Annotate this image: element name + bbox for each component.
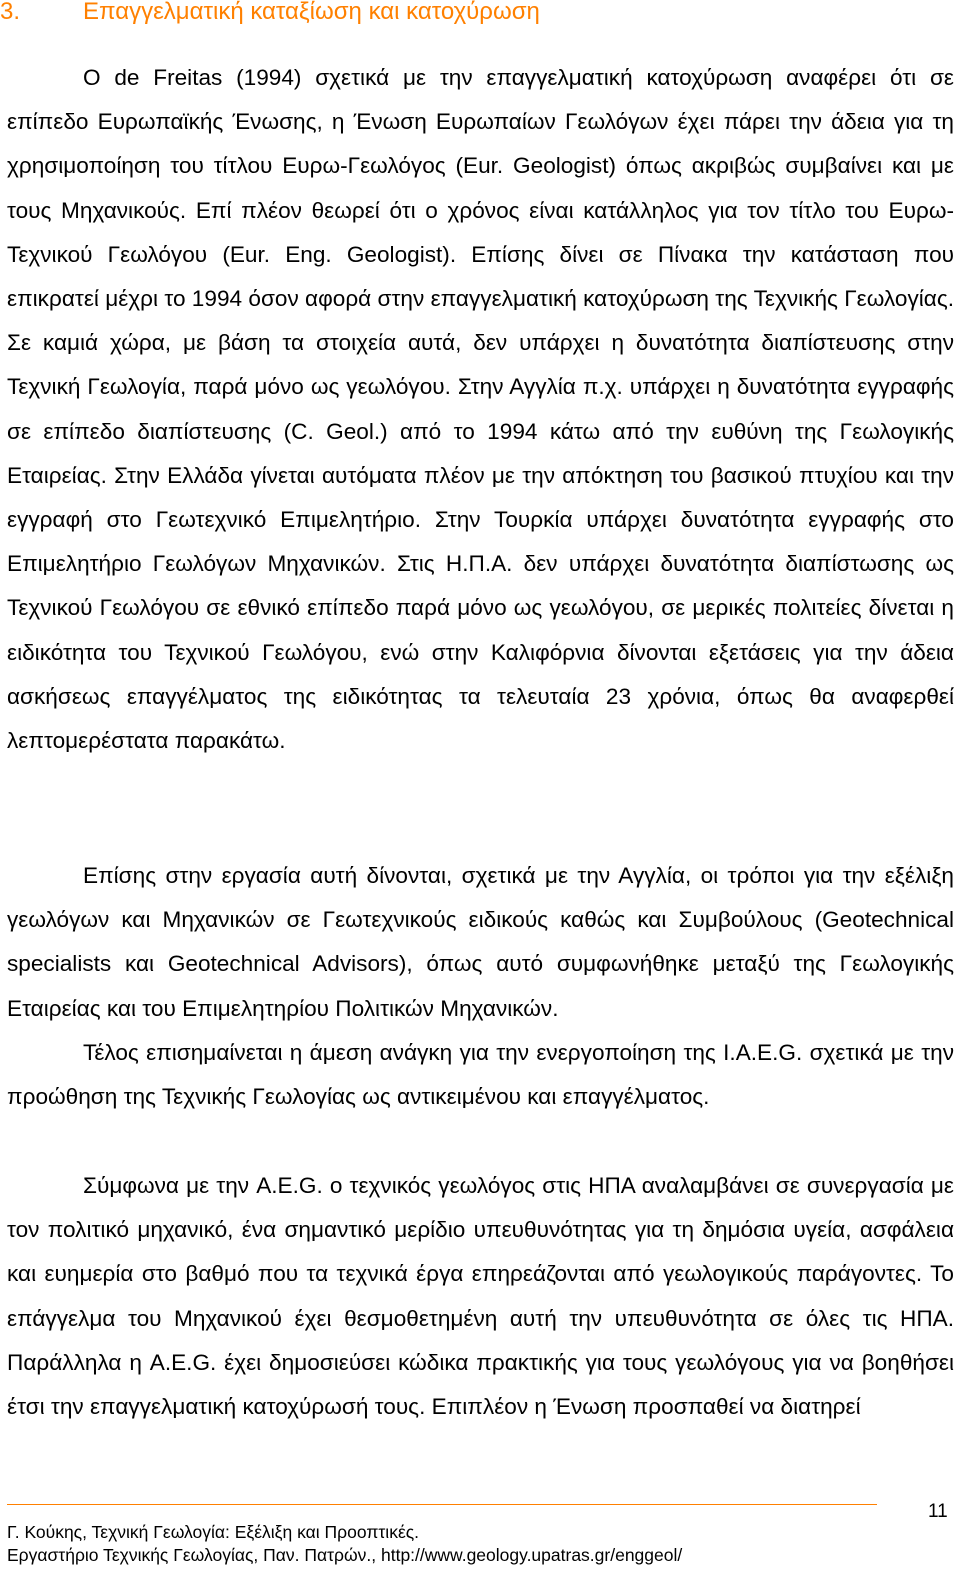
paragraph-1: Ο de Freitas (1994) σχετικά με την επαγγελματική κατοχύρωση αναφέρει ότι σε επίπεδο Ευρωπαϊκής Ένωσης, η Ένωση Ευρωπαίων Γεωλόγων έχει πάρει την άδεια για τη χρησιμοποίηση του τίτλου Ευρω-Γεωλόγος (Eur. Geologist) όπως ακριβώς συμβαίνει και με τους Μηχανικούς. Επί πλέον θεωρεί ότι ο χρόνος είναι κατάλληλος για τον τίτλο του Ευρω-Τεχνικού Γεωλόγου (Eur. Eng. Geologist). Επίσης δίνει σε Πίνακα την κατάσταση που επικρατεί μέχρι το 1994 όσον αφορά στην επαγγελματική κατοχύρωση της Τεχνικής Γεωλογίας. Σε καμιά χώρα, με βάση τα στοιχεία αυτά, δεν υπάρχει η δυνατότητα διαπίστευσης στην Τεχνική Γεωλογία, παρά μόνο ως γεωλόγου. Στην Αγγλία π.χ. υπάρχει η δυνατότητα εγγραφής σε επίπεδο διαπίστευσης (C. Geol.) από το 1994 κάτω από την ευθύνη της Γεωλογικής Εταιρείας. Στην Ελλάδα γίνεται αυτόματα πλέον με την απόκτηση του βασικού πτυχίου και την εγγραφή στο Γεωτεχνικό Επιμελητήριο. Στην Τουρκία υπάρχει δυνατότητα εγγραφής στο Επιμελητήριο Γεωλόγων Μηχανικών. Στις Η.Π.Α. δεν υπάρχει δυνατότητα διαπίστωσης ως Τεχνικού Γεωλόγου σε εθνικό επίπεδο παρά μόνο ως γεωλόγου, σε μερικές πολιτείες δίνεται η ειδικότητα του Τεχνικού Γεωλόγου, ενώ στην Καλιφόρνια δίνονται εξετάσεις για την άδεια ασκήσεως επαγγέλματος της ειδικότητας τα τελευταία 23 χρόνια, όπως θα αναφερθεί λεπτομερέστατα παρακάτω.	[7, 65, 954, 754]
paragraph-2: Επίσης στην εργασία αυτή δίνονται, σχετικά με την Αγγλία, οι τρόποι για την εξέλιξη γεωλόγων και Μηχανικών σε Γεωτεχνικούς ειδικούς καθώς και Συμβούλους (Geotechnical specialists και Geotechnical Advisors), όπως αυτό συμφωνήθηκε μεταξύ της Γεωλογικής Εταιρείας και του Επιμελητηρίου Πολιτικών Μηχανικών.	[7, 863, 954, 1021]
footer-author-line: Γ. Κούκης, Τεχνική Γεωλογία: Εξέλιξη και Προοπτικές.	[7, 1522, 420, 1542]
paragraph-4: Σύμφωνα με την A.E.G. ο τεχνικός γεωλόγος στις ΗΠΑ αναλαμβάνει σε συνεργασία με τον πολιτικό μηχανικό, ένα σημαντικό μερίδιο υπευθυνότητας για τη δημόσια υγεία, ασφάλεια και ευημερία στο βαθμό που τα τεχνικά έργα επηρεάζονται από γεωλογικούς παράγοντες. Το επάγγελμα του Μηχανικού έχει θεσμοθετημένη αυτή την υπευθυνότητα σε όλες τις ΗΠΑ. Παράλληλα η A.E.G. έχει δημοσιεύσει κώδικα πρακτικής για τους γεωλόγους για να βοηθήσει έτσι την επαγγελματική κατοχύρωσή τους. Επιπλέον η Ένωση προσπαθεί να διατηρεί	[7, 1173, 954, 1420]
paragraph-3: Τέλος επισημαίνεται η άμεση ανάγκη για την ενεργοποίηση της I.A.E.G. σχετικά με την προώθηση της Τεχνικής Γεωλογίας ως αντικειμένου και επαγγέλματος.	[7, 1040, 954, 1110]
footer-divider	[7, 1504, 877, 1505]
section-title: Επαγγελματική καταξίωση και κατοχύρωση	[83, 0, 540, 25]
page-number: 11	[928, 1501, 948, 1522]
footer-lab-line: Εργαστήριο Τεχνικής Γεωλογίας, Παν. Πατρών., http://www.geology.upatras.gr/enggeol/	[7, 1545, 683, 1565]
section-number: 3.	[0, 0, 21, 25]
section-heading	[0, 0, 540, 28]
